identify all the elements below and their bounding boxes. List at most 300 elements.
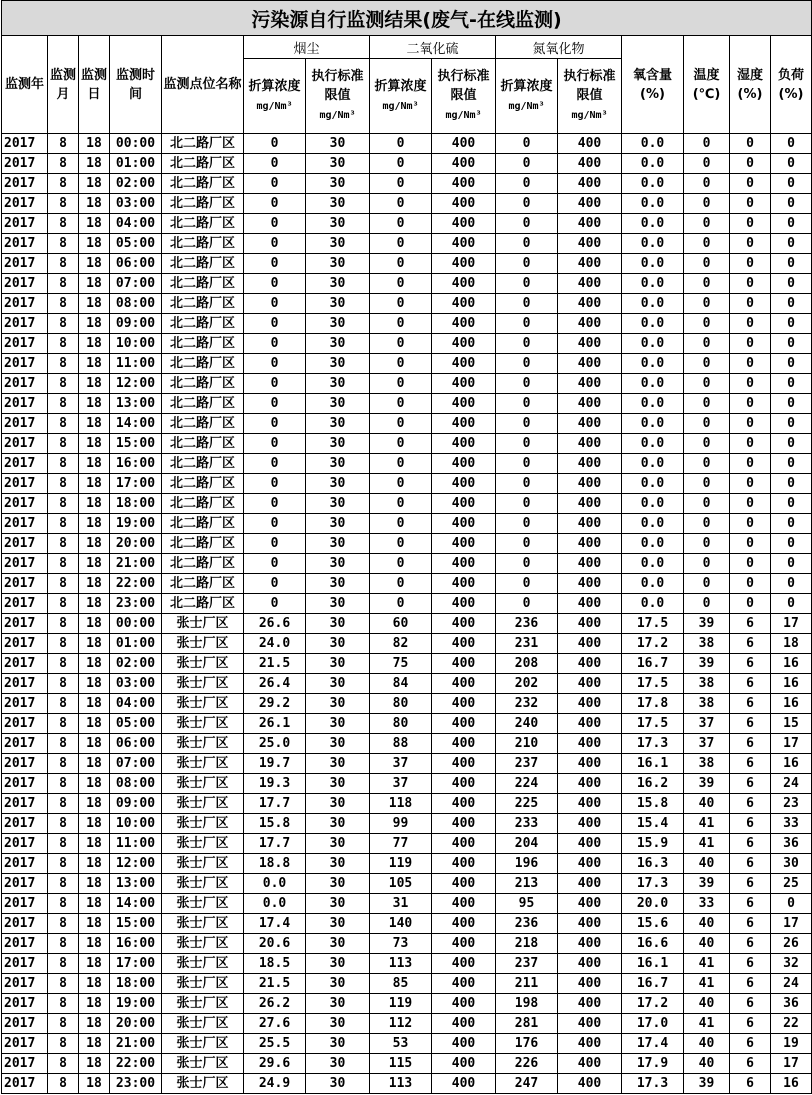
smoke-conc-cell: 0 [244, 454, 306, 474]
time-cell: 08:00 [110, 774, 162, 794]
oxygen-cell: 17.3 [622, 1074, 684, 1094]
month-cell: 8 [48, 494, 79, 514]
smoke-conc-cell: 0 [244, 354, 306, 374]
smoke-conc-cell: 18.5 [244, 954, 306, 974]
table-row [2, 694, 812, 714]
load-cell: 23 [771, 794, 812, 814]
header-year: 监测年 [2, 36, 48, 134]
month-cell: 8 [48, 874, 79, 894]
so2-conc-cell: 0 [370, 194, 432, 214]
year-cell: 2017 [2, 714, 48, 734]
nox-conc-cell: 0 [496, 234, 558, 254]
time-cell: 22:00 [110, 1054, 162, 1074]
nox-conc-cell: 0 [496, 534, 558, 554]
so2-limit-cell: 400 [432, 894, 496, 914]
day-cell: 18 [79, 214, 110, 234]
nox-limit-cell: 400 [558, 554, 622, 574]
time-cell: 06:00 [110, 254, 162, 274]
time-cell: 15:00 [110, 914, 162, 934]
so2-conc-cell: 0 [370, 254, 432, 274]
temp-cell: 0 [684, 194, 730, 214]
month-cell: 8 [48, 994, 79, 1014]
year-cell: 2017 [2, 774, 48, 794]
humidity-cell: 6 [730, 694, 771, 714]
nox-limit-cell: 400 [558, 654, 622, 674]
temp-cell: 41 [684, 814, 730, 834]
temp-cell: 0 [684, 554, 730, 574]
day-cell: 18 [79, 194, 110, 214]
year-cell: 2017 [2, 894, 48, 914]
table-row [2, 334, 812, 354]
day-cell: 18 [79, 134, 110, 154]
day-cell: 18 [79, 594, 110, 614]
load-cell: 15 [771, 714, 812, 734]
nox-limit-cell: 400 [558, 1054, 622, 1074]
smoke-limit-cell: 30 [306, 234, 370, 254]
table-row [2, 154, 812, 174]
temp-cell: 39 [684, 1074, 730, 1094]
month-cell: 8 [48, 934, 79, 954]
smoke-conc-cell: 26.1 [244, 714, 306, 734]
oxygen-cell: 17.5 [622, 614, 684, 634]
oxygen-cell: 0.0 [622, 274, 684, 294]
temp-cell: 38 [684, 694, 730, 714]
so2-conc-cell: 0 [370, 354, 432, 374]
nox-conc-cell: 0 [496, 574, 558, 594]
year-cell: 2017 [2, 334, 48, 354]
year-cell: 2017 [2, 554, 48, 574]
year-cell: 2017 [2, 594, 48, 614]
load-cell: 16 [771, 754, 812, 774]
table-row [2, 674, 812, 694]
oxygen-cell: 16.1 [622, 954, 684, 974]
smoke-conc-cell: 0 [244, 574, 306, 594]
month-cell: 8 [48, 774, 79, 794]
so2-conc-cell: 37 [370, 774, 432, 794]
year-cell: 2017 [2, 1014, 48, 1034]
temp-cell: 40 [684, 1034, 730, 1054]
site-cell: 北二路厂区 [162, 354, 244, 374]
nox-conc-cell: 208 [496, 654, 558, 674]
oxygen-cell: 16.2 [622, 774, 684, 794]
smoke-conc-cell: 17.7 [244, 834, 306, 854]
nox-limit-cell: 400 [558, 394, 622, 414]
load-cell: 0 [771, 594, 812, 614]
year-cell: 2017 [2, 474, 48, 494]
nox-conc-cell: 210 [496, 734, 558, 754]
so2-limit-cell: 400 [432, 434, 496, 454]
smoke-limit-cell: 30 [306, 1054, 370, 1074]
smoke-conc-cell: 0 [244, 254, 306, 274]
load-cell: 16 [771, 674, 812, 694]
table-row [2, 314, 812, 334]
nox-conc-cell: 0 [496, 454, 558, 474]
load-cell: 0 [771, 234, 812, 254]
site-cell: 张士厂区 [162, 1054, 244, 1074]
humidity-cell: 0 [730, 394, 771, 414]
smoke-conc-cell: 0 [244, 374, 306, 394]
month-cell: 8 [48, 654, 79, 674]
year-cell: 2017 [2, 194, 48, 214]
day-cell: 18 [79, 974, 110, 994]
table-row [2, 994, 812, 1014]
so2-conc-cell: 0 [370, 234, 432, 254]
year-cell: 2017 [2, 354, 48, 374]
humidity-cell: 0 [730, 494, 771, 514]
time-cell: 01:00 [110, 154, 162, 174]
temp-cell: 37 [684, 714, 730, 734]
site-cell: 张士厂区 [162, 694, 244, 714]
nox-limit-cell: 400 [558, 254, 622, 274]
so2-limit-cell: 400 [432, 814, 496, 834]
site-cell: 北二路厂区 [162, 134, 244, 154]
time-cell: 15:00 [110, 434, 162, 454]
load-cell: 0 [771, 394, 812, 414]
smoke-conc-cell: 17.7 [244, 794, 306, 814]
month-cell: 8 [48, 474, 79, 494]
load-cell: 0 [771, 414, 812, 434]
load-cell: 26 [771, 934, 812, 954]
nox-conc-cell: 198 [496, 994, 558, 1014]
month-cell: 8 [48, 974, 79, 994]
so2-conc-cell: 105 [370, 874, 432, 894]
nox-limit-cell: 400 [558, 534, 622, 554]
nox-conc-cell: 202 [496, 674, 558, 694]
site-cell: 张士厂区 [162, 914, 244, 934]
load-cell: 0 [771, 894, 812, 914]
day-cell: 18 [79, 554, 110, 574]
nox-conc-cell: 232 [496, 694, 558, 714]
header-humidity: 湿度(%) [730, 36, 771, 134]
smoke-conc-cell: 0 [244, 214, 306, 234]
header-load: 负荷(%) [771, 36, 812, 134]
time-cell: 08:00 [110, 294, 162, 314]
month-cell: 8 [48, 1074, 79, 1094]
oxygen-cell: 15.4 [622, 814, 684, 834]
nox-conc-cell: 0 [496, 514, 558, 534]
smoke-limit-cell: 30 [306, 1014, 370, 1034]
time-cell: 14:00 [110, 414, 162, 434]
humidity-cell: 0 [730, 174, 771, 194]
time-cell: 04:00 [110, 694, 162, 714]
nox-limit-cell: 400 [558, 1034, 622, 1054]
day-cell: 18 [79, 874, 110, 894]
oxygen-cell: 0.0 [622, 574, 684, 594]
smoke-conc-cell: 0 [244, 294, 306, 314]
table-row [2, 614, 812, 634]
nox-limit-cell: 400 [558, 614, 622, 634]
humidity-cell: 0 [730, 514, 771, 534]
time-cell: 17:00 [110, 954, 162, 974]
so2-conc-cell: 53 [370, 1034, 432, 1054]
table-row [2, 634, 812, 654]
humidity-cell: 0 [730, 194, 771, 214]
time-cell: 05:00 [110, 234, 162, 254]
site-cell: 张士厂区 [162, 834, 244, 854]
nox-conc-cell: 236 [496, 914, 558, 934]
table-row [2, 274, 812, 294]
nox-conc-cell: 176 [496, 1034, 558, 1054]
oxygen-cell: 15.8 [622, 794, 684, 814]
table-row [2, 374, 812, 394]
year-cell: 2017 [2, 214, 48, 234]
temp-cell: 0 [684, 274, 730, 294]
smoke-conc-cell: 0 [244, 394, 306, 414]
load-cell: 19 [771, 1034, 812, 1054]
month-cell: 8 [48, 214, 79, 234]
load-cell: 0 [771, 274, 812, 294]
smoke-conc-cell: 26.2 [244, 994, 306, 1014]
year-cell: 2017 [2, 874, 48, 894]
nox-conc-cell: 0 [496, 414, 558, 434]
so2-conc-cell: 140 [370, 914, 432, 934]
year-cell: 2017 [2, 854, 48, 874]
smoke-limit-cell: 30 [306, 834, 370, 854]
day-cell: 18 [79, 1074, 110, 1094]
day-cell: 18 [79, 954, 110, 974]
humidity-cell: 0 [730, 254, 771, 274]
oxygen-cell: 0.0 [622, 334, 684, 354]
so2-conc-cell: 85 [370, 974, 432, 994]
nox-conc-cell: 0 [496, 394, 558, 414]
time-cell: 10:00 [110, 334, 162, 354]
smoke-conc-cell: 0.0 [244, 874, 306, 894]
nox-limit-cell: 400 [558, 1074, 622, 1094]
day-cell: 18 [79, 774, 110, 794]
temp-cell: 0 [684, 374, 730, 394]
smoke-limit-cell: 30 [306, 674, 370, 694]
so2-limit-cell: 400 [432, 714, 496, 734]
month-cell: 8 [48, 894, 79, 914]
day-cell: 18 [79, 694, 110, 714]
month-cell: 8 [48, 914, 79, 934]
year-cell: 2017 [2, 394, 48, 414]
temp-cell: 38 [684, 754, 730, 774]
nox-conc-cell: 0 [496, 594, 558, 614]
day-cell: 18 [79, 1034, 110, 1054]
month-cell: 8 [48, 294, 79, 314]
year-cell: 2017 [2, 1054, 48, 1074]
oxygen-cell: 17.3 [622, 874, 684, 894]
nox-limit-cell: 400 [558, 994, 622, 1014]
oxygen-cell: 0.0 [622, 454, 684, 474]
smoke-conc-cell: 25.5 [244, 1034, 306, 1054]
humidity-cell: 6 [730, 674, 771, 694]
so2-limit-cell: 400 [432, 834, 496, 854]
so2-limit-cell: 400 [432, 874, 496, 894]
smoke-limit-cell: 30 [306, 134, 370, 154]
nox-conc-cell: 225 [496, 794, 558, 814]
load-cell: 0 [771, 154, 812, 174]
smoke-limit-cell: 30 [306, 554, 370, 574]
time-cell: 09:00 [110, 794, 162, 814]
smoke-limit-cell: 30 [306, 594, 370, 614]
table-row [2, 914, 812, 934]
oxygen-cell: 0.0 [622, 354, 684, 374]
temp-cell: 39 [684, 614, 730, 634]
day-cell: 18 [79, 854, 110, 874]
year-cell: 2017 [2, 934, 48, 954]
nox-conc-cell: 226 [496, 1054, 558, 1074]
humidity-cell: 0 [730, 354, 771, 374]
table-row [2, 574, 812, 594]
temp-cell: 40 [684, 994, 730, 1014]
nox-conc-cell: 236 [496, 614, 558, 634]
time-cell: 06:00 [110, 734, 162, 754]
so2-conc-cell: 119 [370, 994, 432, 1014]
so2-limit-cell: 400 [432, 854, 496, 874]
humidity-cell: 0 [730, 534, 771, 554]
nox-limit-cell: 400 [558, 474, 622, 494]
nox-conc-cell: 213 [496, 874, 558, 894]
header-so2-limit [432, 59, 496, 134]
smoke-conc-cell: 24.9 [244, 1074, 306, 1094]
day-cell: 18 [79, 534, 110, 554]
nox-conc-cell: 0 [496, 254, 558, 274]
temp-cell: 0 [684, 494, 730, 514]
smoke-conc-cell: 21.5 [244, 974, 306, 994]
so2-limit-cell: 400 [432, 374, 496, 394]
nox-limit-cell: 400 [558, 294, 622, 314]
load-cell: 36 [771, 834, 812, 854]
header-time: 监测时间 [110, 36, 162, 134]
smoke-limit-cell: 30 [306, 854, 370, 874]
day-cell: 18 [79, 434, 110, 454]
table-row [2, 834, 812, 854]
nox-limit-cell: 400 [558, 694, 622, 714]
month-cell: 8 [48, 554, 79, 574]
so2-conc-cell: 0 [370, 154, 432, 174]
smoke-conc-cell: 17.4 [244, 914, 306, 934]
table-row [2, 214, 812, 234]
nox-conc-cell: 0 [496, 314, 558, 334]
month-cell: 8 [48, 134, 79, 154]
smoke-conc-cell: 29.6 [244, 1054, 306, 1074]
so2-limit-cell: 400 [432, 414, 496, 434]
table-row [2, 194, 812, 214]
so2-limit-cell: 400 [432, 1014, 496, 1034]
month-cell: 8 [48, 154, 79, 174]
load-cell: 24 [771, 774, 812, 794]
site-cell: 张士厂区 [162, 634, 244, 654]
so2-conc-cell: 99 [370, 814, 432, 834]
humidity-cell: 0 [730, 214, 771, 234]
smoke-limit-cell: 30 [306, 914, 370, 934]
table-row [2, 394, 812, 414]
table-row [2, 554, 812, 574]
smoke-limit-cell: 30 [306, 894, 370, 914]
smoke-conc-cell: 19.3 [244, 774, 306, 794]
load-cell: 16 [771, 694, 812, 714]
temp-cell: 0 [684, 474, 730, 494]
time-cell: 13:00 [110, 394, 162, 414]
day-cell: 18 [79, 634, 110, 654]
year-cell: 2017 [2, 834, 48, 854]
temp-cell: 38 [684, 674, 730, 694]
day-cell: 18 [79, 794, 110, 814]
oxygen-cell: 0.0 [622, 594, 684, 614]
oxygen-cell: 17.5 [622, 674, 684, 694]
day-cell: 18 [79, 734, 110, 754]
table-row [2, 854, 812, 874]
temp-cell: 40 [684, 854, 730, 874]
temp-cell: 40 [684, 1054, 730, 1074]
nox-conc-cell: 0 [496, 194, 558, 214]
day-cell: 18 [79, 914, 110, 934]
so2-limit-cell: 400 [432, 934, 496, 954]
site-cell: 北二路厂区 [162, 554, 244, 574]
year-cell: 2017 [2, 994, 48, 1014]
month-cell: 8 [48, 334, 79, 354]
month-cell: 8 [48, 814, 79, 834]
year-cell: 2017 [2, 654, 48, 674]
table-row [2, 934, 812, 954]
day-cell: 18 [79, 754, 110, 774]
nox-limit-cell: 400 [558, 894, 622, 914]
so2-limit-cell: 400 [432, 214, 496, 234]
load-cell: 22 [771, 1014, 812, 1034]
humidity-cell: 0 [730, 434, 771, 454]
conc-label: 折算浓度 [248, 78, 301, 94]
smoke-conc-cell: 0.0 [244, 894, 306, 914]
limit-label: 执行标准限值 [437, 69, 490, 103]
humidity-cell: 6 [730, 614, 771, 634]
load-cell: 17 [771, 614, 812, 634]
table-row [2, 1054, 812, 1074]
table-row [2, 794, 812, 814]
nox-limit-cell: 400 [558, 154, 622, 174]
so2-limit-cell: 400 [432, 1034, 496, 1054]
header-so2-conc [370, 59, 432, 134]
year-cell: 2017 [2, 1074, 48, 1094]
table-row [2, 734, 812, 754]
humidity-cell: 6 [730, 974, 771, 994]
so2-limit-cell: 400 [432, 314, 496, 334]
temp-cell: 40 [684, 914, 730, 934]
time-cell: 10:00 [110, 814, 162, 834]
nox-conc-cell: 0 [496, 474, 558, 494]
day-cell: 18 [79, 1054, 110, 1074]
site-cell: 张士厂区 [162, 894, 244, 914]
day-cell: 18 [79, 374, 110, 394]
month-cell: 8 [48, 234, 79, 254]
header-smoke-conc [244, 59, 306, 134]
time-cell: 11:00 [110, 354, 162, 374]
temp-cell: 0 [684, 174, 730, 194]
nox-conc-cell: 204 [496, 834, 558, 854]
month-cell: 8 [48, 414, 79, 434]
table-row [2, 174, 812, 194]
site-cell: 张士厂区 [162, 1014, 244, 1034]
so2-limit-cell: 400 [432, 514, 496, 534]
site-cell: 张士厂区 [162, 614, 244, 634]
time-cell: 19:00 [110, 994, 162, 1014]
smoke-limit-cell: 30 [306, 954, 370, 974]
smoke-conc-cell: 0 [244, 534, 306, 554]
load-cell: 0 [771, 574, 812, 594]
temp-cell: 0 [684, 354, 730, 374]
day-cell: 18 [79, 714, 110, 734]
site-cell: 张士厂区 [162, 734, 244, 754]
so2-limit-cell: 400 [432, 554, 496, 574]
humidity-cell: 0 [730, 134, 771, 154]
oxygen-cell: 0.0 [622, 214, 684, 234]
smoke-conc-cell: 0 [244, 234, 306, 254]
oxygen-cell: 15.9 [622, 834, 684, 854]
smoke-limit-cell: 30 [306, 614, 370, 634]
nox-limit-cell: 400 [558, 354, 622, 374]
day-cell: 18 [79, 394, 110, 414]
